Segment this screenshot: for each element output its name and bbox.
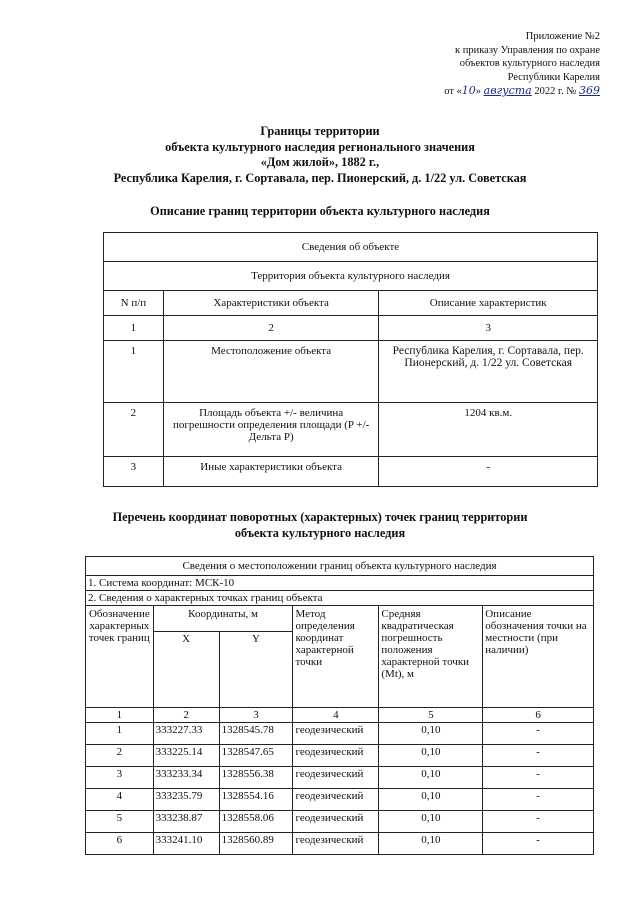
section-title-coordinates: Перечень координат поворотных (характерных) точек границ территории объекта культурного наследия xyxy=(112,510,528,540)
column-number: 5 xyxy=(379,708,483,723)
points-header: 2. Сведения о характерных точках границ объекта xyxy=(86,591,594,606)
order-number: 369 xyxy=(579,84,600,97)
table-row: 2 333225.14 1328547.65 геодезический 0,10 - xyxy=(86,745,594,767)
column-header: Описание характеристик xyxy=(379,291,598,316)
column-header: Описание обозначения точки на местности (при наличии) xyxy=(483,606,594,708)
coordinate-system: 1. Система координат: МСК-10 xyxy=(86,576,594,591)
table-row: 3 333233.34 1328556.38 геодезический 0,10 - xyxy=(86,767,594,789)
order-reference xyxy=(444,30,600,99)
document-title: Границы территории объекта культурного наследия регионального значения «Дом жилой», 1882 г., Республика Карелия, г. Сортавала, пер. Пионерский, д. 1/22 ул. Советская xyxy=(113,124,527,185)
table-row: 5 333238.87 1328558.06 геодезический 0,10 - xyxy=(86,811,594,833)
column-header: Обозначение характерных точек границ xyxy=(86,606,154,708)
order-date-line: от «10» августа 2022 г. № 369 xyxy=(444,84,600,97)
object-info-table xyxy=(103,232,598,487)
column-number: 4 xyxy=(293,708,379,723)
table-row: 2 Площадь объекта +/- величина погрешности определения площади (P +/- Дельта P) 1204 кв.м. xyxy=(104,403,598,457)
table-row: 4 333235.79 1328554.16 геодезический 0,10 - xyxy=(86,789,594,811)
column-number: 2 xyxy=(163,316,379,341)
table-row: 3 Иные характеристики объекта - xyxy=(104,457,598,487)
column-header: Координаты, м xyxy=(153,606,293,632)
table-row: 1 333227.33 1328545.78 геодезический 0,10 - xyxy=(86,723,594,745)
column-number: 3 xyxy=(379,316,598,341)
annex-label: Приложение №2 xyxy=(525,31,600,42)
table-header: Сведения о местоположении границ объекта культурного наследия xyxy=(86,557,594,576)
column-header: N п/п xyxy=(104,291,164,316)
column-number: 3 xyxy=(219,708,293,723)
column-header-y: Y xyxy=(219,632,293,708)
column-header: Средняя квадратическая погрешность положения характерной точки (Mt), м xyxy=(379,606,483,708)
order-day: 10 xyxy=(461,84,476,97)
order-line-4: Республики Карелия xyxy=(507,71,600,83)
order-month: августа xyxy=(483,84,532,97)
column-number: 2 xyxy=(153,708,219,723)
order-line-2: к приказу Управления по охране xyxy=(455,44,600,56)
table-row: 1 Местоположение объекта Республика Карелия, г. Сортавала, пер. Пионерский, д. 1/22 ул. Советская xyxy=(104,341,598,403)
column-number: 1 xyxy=(86,708,154,723)
column-number: 6 xyxy=(483,708,594,723)
table-subheader: Территория объекта культурного наследия xyxy=(104,262,598,291)
order-line-3: объектов культурного наследия xyxy=(459,58,600,69)
column-header: Метод определения координат характерной точки xyxy=(293,606,379,708)
table-row: 6 333241.10 1328560.89 геодезический 0,10 - xyxy=(86,833,594,855)
coordinates-table xyxy=(85,556,594,855)
table-header: Сведения об объекте xyxy=(104,233,598,262)
section-title-boundaries: Описание границ территории объекта культурного наследия xyxy=(150,204,490,218)
column-number: 1 xyxy=(104,316,164,341)
column-header: Характеристики объекта xyxy=(163,291,379,316)
column-header-x: X xyxy=(153,632,219,708)
